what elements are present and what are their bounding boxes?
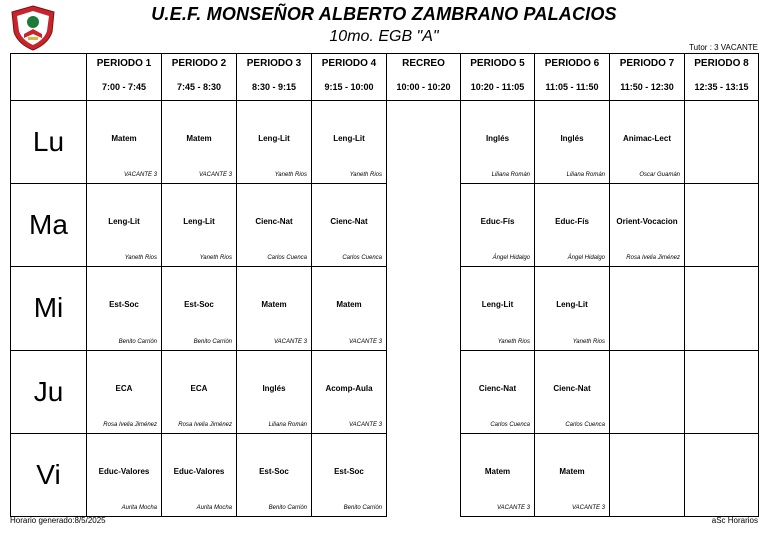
lesson-cell [610, 433, 685, 516]
lesson-cell [312, 101, 387, 184]
day-row [11, 184, 759, 267]
lesson-cell [610, 101, 685, 184]
lesson-subject: Est-Soc [259, 466, 289, 476]
lesson-subject: Cienc-Nat [553, 383, 591, 393]
class-subtitle: 10mo. EGB "A" [329, 28, 439, 45]
lesson-subject: Matem [111, 134, 137, 143]
recess-header [387, 54, 461, 101]
lesson-teacher: Carlos Cuenca [342, 255, 382, 262]
lesson-cell [237, 101, 312, 184]
period-header [162, 54, 237, 101]
lesson-teacher: Carlos Cuenca [565, 421, 605, 428]
lesson-teacher: VACANTE 3 [496, 505, 530, 511]
lesson-teacher: VACANTE 3 [348, 421, 382, 428]
lesson-subject: Acomp-Aula [325, 383, 373, 393]
lesson-teacher: Liliana Román [566, 172, 605, 179]
lesson-cell [162, 267, 237, 350]
day-row [11, 267, 759, 350]
lesson-subject: Leng-Lit [333, 134, 365, 143]
lesson-cell [312, 184, 387, 267]
lesson-subject: ECA [115, 383, 133, 393]
lesson-cell [312, 267, 387, 350]
recess-cell [387, 350, 461, 433]
lesson-subject: Matem [559, 466, 585, 476]
lesson-cell [237, 184, 312, 267]
lesson-teacher: Benito Carrión [193, 338, 232, 345]
lesson-teacher: VACANTE 3 [123, 172, 157, 179]
lesson-teacher: Rosa Ivelia Jiménez [103, 421, 157, 428]
period-name: RECREO [402, 58, 445, 69]
lesson-subject: Leng-Lit [183, 217, 215, 227]
lesson-teacher: Benito Carrión [118, 338, 157, 345]
period-header [535, 54, 610, 101]
period-header [312, 54, 387, 101]
lesson-teacher: VACANTE 3 [273, 338, 307, 345]
day-row [11, 101, 759, 184]
lesson-teacher: Yaneth Rios [497, 338, 530, 345]
lesson-cell [685, 350, 759, 433]
lesson-cell [162, 433, 237, 516]
lesson-cell [87, 101, 162, 184]
lesson-subject: Cienc-Nat [255, 217, 293, 227]
lesson-cell [461, 101, 535, 184]
day-row [11, 350, 759, 433]
lesson-subject: Matem [484, 466, 511, 476]
period-time: 11:50 - 12:30 [620, 82, 674, 92]
lesson-subject: Inglés [485, 134, 510, 143]
lesson-cell [610, 350, 685, 433]
lesson-cell [87, 350, 162, 433]
lesson-subject: Educ-Valores [98, 466, 150, 476]
lesson-teacher: Aurita Mocha [121, 505, 157, 511]
day-row [11, 433, 759, 516]
lesson-teacher: Benito Carrión [268, 505, 307, 511]
lesson-teacher: Yaneth Rios [349, 172, 382, 179]
day-label: Mi [11, 267, 87, 350]
recess-cell [387, 101, 461, 184]
lesson-teacher: Aurita Mocha [196, 505, 232, 511]
recess-cell [387, 267, 461, 350]
lesson-subject: Inglés [560, 134, 584, 143]
period-header [685, 54, 759, 101]
lesson-teacher: Rosa Ivelia Jiménez [178, 421, 232, 428]
lesson-subject: Matem [261, 300, 287, 310]
lesson-cell [535, 184, 610, 267]
generated-date: Horario generado:8/5/2025 [10, 516, 106, 525]
day-label: Vi [11, 433, 87, 516]
software-credit: aSc Horarios [711, 516, 758, 525]
lesson-subject: Leng-Lit [556, 300, 588, 310]
lesson-subject: Leng-Lit [258, 134, 290, 143]
day-label: Ju [11, 350, 87, 433]
period-time: 10:00 - 10:20 [396, 82, 451, 92]
lesson-cell [461, 350, 535, 433]
period-name: PERIODO 6 [544, 58, 600, 69]
lesson-subject: Cienc-Nat [478, 383, 517, 393]
lesson-cell [461, 267, 535, 350]
lesson-subject: Est-Soc [184, 300, 214, 310]
lesson-teacher: Benito Carrión [343, 505, 382, 511]
lesson-cell [162, 350, 237, 433]
period-header [461, 54, 535, 101]
lesson-subject: Inglés [262, 383, 286, 393]
lesson-cell [685, 433, 759, 516]
lesson-subject: Cienc-Nat [330, 217, 368, 227]
period-name: PERIODO 1 [96, 58, 152, 69]
lesson-teacher: Carlos Cuenca [267, 255, 307, 262]
lesson-subject: Leng-Lit [481, 300, 514, 310]
lesson-cell [685, 184, 759, 267]
lesson-cell [162, 184, 237, 267]
lesson-cell [535, 350, 610, 433]
timetable-body [11, 101, 759, 517]
lesson-cell [237, 267, 312, 350]
lesson-cell [312, 350, 387, 433]
lesson-cell [87, 433, 162, 516]
period-name: PERIODO 2 [171, 58, 227, 69]
tutor-label: Tutor : 3 VACANTE [689, 43, 758, 52]
lesson-teacher: Carlos Cuenca [490, 421, 530, 428]
lesson-teacher: Yaneth Rios [274, 172, 307, 179]
lesson-teacher: Yaneth Rios [572, 338, 605, 345]
period-time: 9:15 - 10:00 [324, 82, 374, 92]
period-name: PERIODO 5 [470, 58, 525, 69]
lesson-cell [535, 433, 610, 516]
lesson-subject: Est-Soc [109, 300, 139, 310]
recess-cell [387, 184, 461, 267]
lesson-cell [610, 184, 685, 267]
lesson-cell [312, 433, 387, 516]
lesson-teacher: Ángel Hidalgo [492, 255, 530, 262]
lesson-cell [87, 267, 162, 350]
lesson-cell [610, 267, 685, 350]
lesson-cell [685, 101, 759, 184]
period-name: PERIODO 4 [321, 58, 377, 69]
period-time: 11:05 - 11:50 [545, 82, 599, 92]
lesson-teacher: Yaneth Rios [199, 255, 232, 262]
lesson-teacher: Rosa Ivelia Jiménez [626, 255, 680, 262]
lesson-cell [237, 350, 312, 433]
lesson-subject: Educ-Valores [173, 466, 225, 476]
period-name: PERIODO 3 [246, 58, 302, 69]
lesson-teacher: Yaneth Rios [124, 255, 157, 262]
period-header-row [11, 54, 759, 101]
period-time: 10:20 - 11:05 [470, 82, 525, 92]
day-label: Ma [11, 184, 87, 267]
period-header [237, 54, 312, 101]
lesson-subject: Matem [186, 134, 212, 143]
period-time: 8:30 - 9:15 [251, 82, 297, 92]
lesson-teacher: Oscar Guamán [639, 172, 680, 179]
period-time: 12:35 - 13:15 [694, 82, 749, 92]
lesson-cell [685, 267, 759, 350]
lesson-subject: ECA [190, 383, 208, 393]
lesson-cell [87, 184, 162, 267]
lesson-subject: Educ-Fís [480, 217, 515, 227]
lesson-cell [237, 433, 312, 516]
lesson-subject: Est-Soc [334, 466, 364, 476]
lesson-subject: Orient-Vocacion [616, 217, 678, 227]
lesson-cell [162, 101, 237, 184]
lesson-teacher: VACANTE 3 [571, 505, 605, 511]
day-label: Lu [11, 101, 87, 184]
lesson-teacher: VACANTE 3 [348, 338, 382, 345]
lesson-subject: Educ-Fís [555, 217, 589, 227]
lesson-cell [461, 433, 535, 516]
period-header [610, 54, 685, 101]
lesson-teacher: Liliana Román [491, 172, 530, 179]
corner-cell [11, 54, 87, 101]
period-time: 7:00 - 7:45 [101, 82, 147, 92]
lesson-cell [535, 267, 610, 350]
lesson-subject: Matem [336, 300, 362, 310]
lesson-subject: Leng-Lit [108, 217, 140, 227]
lesson-teacher: Ángel Hidalgo [567, 255, 605, 262]
lesson-subject: Animac-Lect [622, 134, 671, 143]
timetable [10, 53, 759, 517]
lesson-teacher: VACANTE 3 [198, 172, 232, 179]
page-title: U.E.F. MONSEÑOR ALBERTO ZAMBRANO PALACIOS [151, 4, 617, 24]
period-time: 7:45 - 8:30 [176, 82, 222, 92]
period-name: PERIODO 7 [619, 58, 675, 69]
period-name: PERIODO 8 [694, 58, 749, 69]
recess-cell [387, 433, 461, 516]
lesson-teacher: Liliana Román [268, 421, 307, 428]
period-header [87, 54, 162, 101]
lesson-cell [535, 101, 610, 184]
lesson-cell [461, 184, 535, 267]
